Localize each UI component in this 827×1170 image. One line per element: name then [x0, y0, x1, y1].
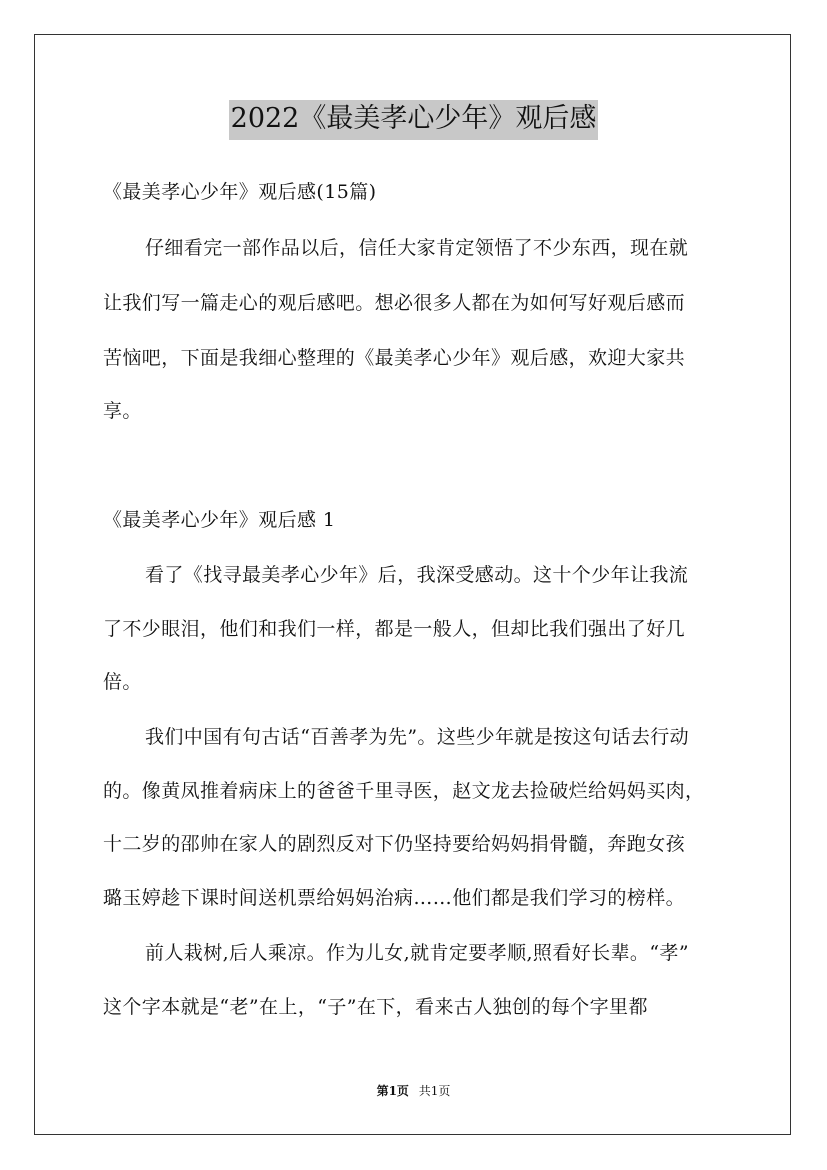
- para2-line-1: 我们中国有句古话“百善孝为先”。这些少年就是按这句话去行动: [145, 726, 690, 748]
- para3-line-2: 这个字本就是“老”在上，“子”在下，看来古人独创的每个字里都: [103, 996, 648, 1018]
- page-number: 第1页: [376, 1084, 409, 1098]
- intro-line-1: 仔细看完一部作品以后，信任大家肯定领悟了不少东西，现在就: [145, 237, 689, 259]
- section-heading: 《最美孝心少年》观后感 1: [103, 509, 336, 531]
- para2-line-2: 的。像黄凤推着病床上的爸爸千里寻医，赵文龙去捡破烂给妈妈买肉，: [103, 780, 705, 802]
- document-title-wrap: [0, 100, 827, 140]
- para2-line-4: 璐玉婷趁下课时间送机票给妈妈治病……他们都是我们学习的榜样。: [103, 887, 686, 909]
- page-footer: [0, 1083, 827, 1099]
- para1-line-2: 了不少眼泪，他们和我们一样，都是一般人，但却比我们强出了好几: [103, 618, 686, 640]
- document-subtitle: 《最美孝心少年》观后感(15篇): [103, 181, 377, 203]
- page-total: 共1页: [418, 1084, 451, 1098]
- document-title: 2022《最美孝心少年》观后感: [229, 100, 599, 140]
- intro-line-2: 让我们写一篇走心的观后感吧。想必很多人都在为如何写好观后感而: [103, 292, 686, 314]
- para1-line-1: 看了《找寻最美孝心少年》后，我深受感动。这十个少年让我流: [145, 564, 689, 586]
- para3-line-1: 前人栽树,后人乘凉。作为儿女,就肯定要孝顺,照看好长辈。“孝”: [145, 942, 689, 964]
- para2-line-3: 十二岁的邵帅在家人的剧烈反对下仍坚持要给妈妈捐骨髓，奔跑女孩: [103, 833, 686, 855]
- intro-line-3: 苦恼吧，下面是我细心整理的《最美孝心少年》观后感，欢迎大家共: [103, 347, 686, 369]
- para1-line-3: 倍。: [103, 671, 142, 693]
- intro-line-4: 享。: [103, 400, 142, 422]
